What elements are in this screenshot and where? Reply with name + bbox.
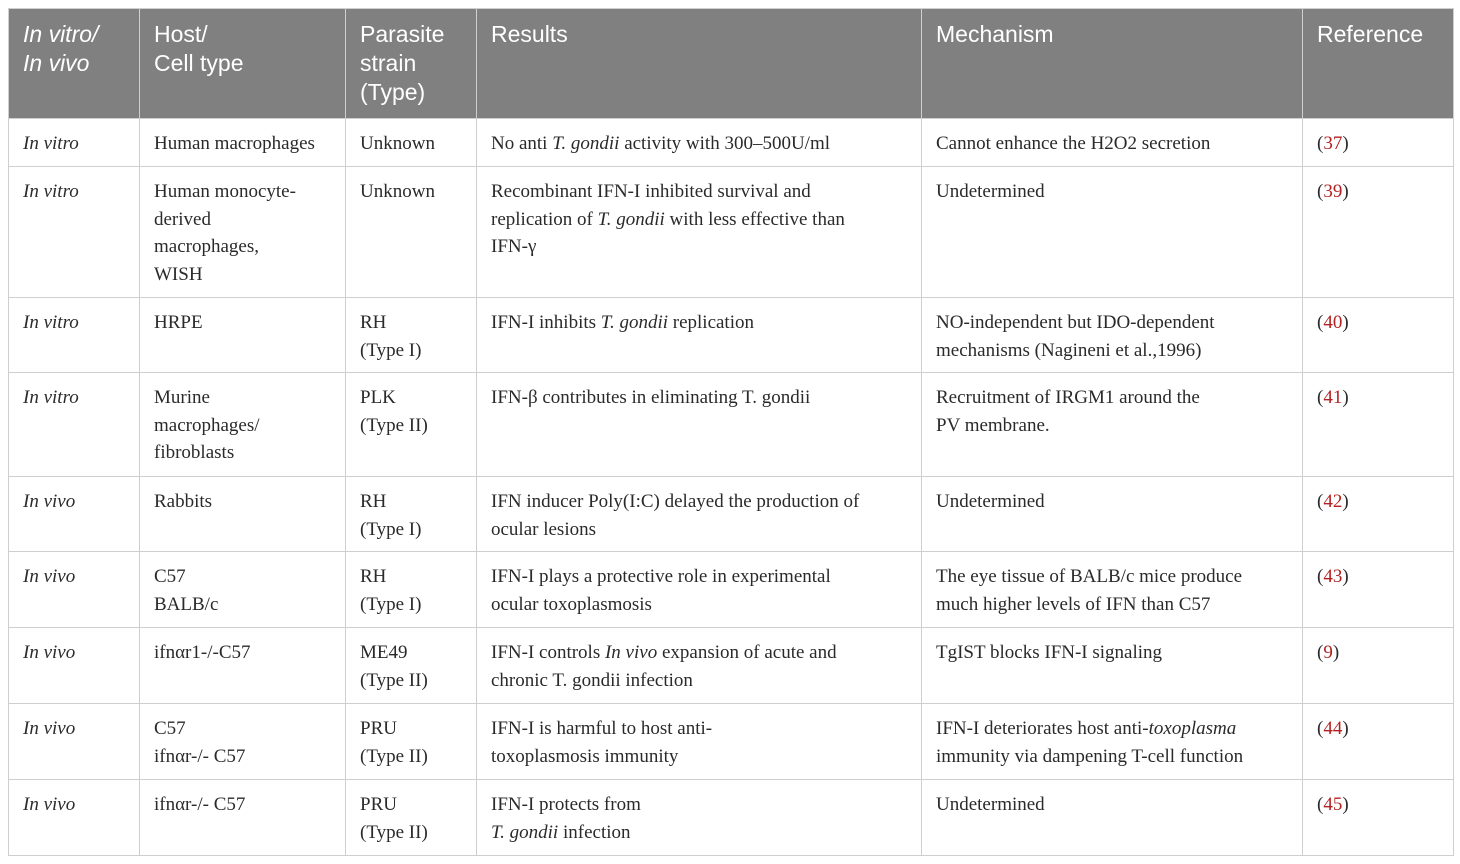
text-run: PRU [360,794,397,815]
text-run: infection [558,821,631,843]
text-run: (Type II) [360,745,428,767]
cell-line [1317,639,1439,667]
data-table [8,8,1454,856]
text-run: ) [1342,491,1349,512]
cell-line [154,178,331,206]
cell-line [491,178,907,206]
text-run: The eye tissue of BALB/c mice produce [936,566,1243,587]
text-run: Cell type [154,50,244,76]
cell-setting [9,119,140,167]
text-run: replication of [491,208,598,230]
text-run: chronic T. gondii infection [491,669,693,691]
cell-host [140,373,346,477]
cell-reference [1303,373,1454,477]
text-run: ) [1342,718,1349,739]
cell-results [477,373,922,477]
table-row [9,552,1454,628]
text-run: activity with 300–500U/ml [619,133,831,154]
cell-results [477,298,922,373]
text-run: ( [1317,133,1324,154]
cell-line [936,743,1288,771]
text-run: ) [1332,642,1340,663]
cell-line [154,233,331,261]
cell-setting [9,552,140,628]
cell-line [360,563,462,591]
text-run: ) [1342,794,1349,815]
cell-results [477,704,922,780]
text-run: Reference [1317,21,1424,47]
column-header-strain [346,9,477,119]
text-run: (Type II) [360,414,428,436]
cell-line [23,130,125,158]
header-line [360,78,462,107]
reference-link-number: 44 [1323,718,1343,739]
text-run: Human monocyte- [154,181,296,202]
cell-line [491,206,907,234]
text-run: ) [1342,566,1349,587]
text-run: Rabbits [154,491,213,512]
text-run: IFN-I controls [491,642,605,663]
table-row [9,477,1454,552]
cell-line [1317,384,1439,412]
cell-line [154,130,331,158]
text-run: Murine [154,387,210,408]
header-row [9,9,1454,119]
cell-line [1317,791,1439,819]
cell-line [936,563,1288,591]
cell-setting [9,373,140,477]
text-run: Parasite [360,21,445,47]
cell-host [140,704,346,780]
text-run: ( [1317,718,1324,739]
text-run: ( [1317,312,1324,333]
cell-results [477,780,922,856]
cell-line [1317,309,1439,337]
cell-strain [346,477,477,552]
cell-host [140,780,346,856]
cell-results [477,119,922,167]
text-run: WISH [154,263,203,285]
cell-strain [346,298,477,373]
cell-strain [346,704,477,780]
cell-host [140,298,346,373]
text-run: RH [360,566,387,587]
cell-host [140,119,346,167]
text-run: Unknown [360,181,435,202]
cell-line [23,309,125,337]
cell-line [154,563,331,591]
cell-host [140,552,346,628]
cell-line [23,384,125,412]
italic-text: In vivo [23,566,76,587]
text-run: IFN-I deteriorates host anti- [936,718,1149,739]
cell-line [491,743,907,771]
column-header-mechanism [922,9,1303,119]
italic-text: In vivo [604,642,658,663]
cell-line [154,591,331,619]
text-run: ( [1317,794,1324,815]
italic-text: In vivo [23,50,90,76]
cell-results [477,477,922,552]
text-run: BALB/c [154,593,219,615]
cell-results [477,628,922,704]
cell-host [140,628,346,704]
table-row [9,704,1454,780]
cell-line [936,412,1288,440]
text-run: IFN-I protects from [491,794,641,815]
cell-reference [1303,628,1454,704]
italic-text: In vivo [23,718,76,739]
cell-line [936,309,1288,337]
text-run: (Type II) [360,821,428,843]
cell-line [154,488,331,516]
text-run: ocular lesions [491,518,597,540]
cell-line [154,639,331,667]
text-run: PV membrane. [936,414,1050,436]
cell-line [23,639,125,667]
header-line [23,49,125,78]
italic-text: T. gondii [600,312,668,333]
text-run: toxoplasmosis immunity [491,745,679,767]
reference-link-number: 39 [1323,181,1343,202]
italic-text: In vitro [23,133,79,154]
text-run: replication [668,312,754,333]
text-run: PLK [360,387,396,408]
text-run: ( [1317,491,1324,512]
italic-text: In vivo [23,642,76,663]
cell-line [23,178,125,206]
cell-line [154,384,331,412]
text-run: Undetermined [936,181,1045,202]
cell-line [491,639,907,667]
text-run: Results [491,21,568,47]
cell-setting [9,298,140,373]
text-run: Undetermined [936,794,1045,815]
cell-line [491,591,907,619]
cell-setting [9,167,140,298]
text-run: ifnαr1-/-C57 [154,642,251,663]
cell-line [491,667,907,695]
column-header-host [140,9,346,119]
text-run: much higher levels of IFN than C57 [936,593,1211,615]
text-run: PRU [360,718,397,739]
cell-line [936,591,1288,619]
header-line [360,49,462,78]
reference-link-number: 41 [1323,387,1343,408]
text-run: Cannot enhance the H2O2 secretion [936,133,1211,154]
cell-line [360,130,462,158]
text-run: ( [1317,387,1324,408]
header-line [23,20,125,49]
text-run: ) [1342,181,1349,202]
cell-line [1317,563,1439,591]
text-run: ) [1342,312,1349,333]
cell-line [23,791,125,819]
text-run: C57 [154,718,186,739]
cell-mechanism [922,167,1303,298]
text-run: (Type II) [360,669,428,691]
table-row [9,119,1454,167]
column-header-reference [1303,9,1454,119]
table-row [9,628,1454,704]
cell-line [936,639,1288,667]
cell-line [154,743,331,771]
cell-line [154,412,331,440]
text-run: No anti [491,133,553,154]
table-row [9,167,1454,298]
text-run: (Type I) [360,339,422,361]
cell-strain [346,167,477,298]
text-run: ( [1317,181,1324,202]
cell-line [360,715,462,743]
italic-text: In vitro/ [23,21,99,47]
cell-mechanism [922,119,1303,167]
text-run: ME49 [360,642,408,663]
cell-mechanism [922,477,1303,552]
cell-line [154,309,331,337]
cell-line [936,715,1288,743]
cell-strain [346,552,477,628]
cell-strain [346,373,477,477]
cell-host [140,477,346,552]
table-row [9,298,1454,373]
cell-line [491,715,907,743]
cell-reference [1303,780,1454,856]
reference-link-number: 43 [1323,566,1343,587]
cell-line [23,715,125,743]
text-run: IFN inducer Poly(I:C) delayed the production of [491,491,860,512]
text-run: C57 [154,566,186,587]
cell-reference [1303,704,1454,780]
text-run: IFN-γ [491,236,537,257]
cell-line [360,178,462,206]
text-run: TgIST blocks IFN-I signaling [936,642,1163,663]
cell-results [477,552,922,628]
cell-line [1317,130,1439,158]
cell-line [491,130,907,158]
italic-text: In vivo [23,794,76,815]
text-run: ( [1317,566,1324,587]
cell-line [154,715,331,743]
cell-line [360,516,462,544]
cell-line [360,743,462,771]
reference-link-number: 9 [1323,642,1333,663]
column-header-results [477,9,922,119]
cell-line [491,384,907,412]
text-run: Recombinant IFN-I inhibited survival and [491,181,811,202]
cell-line [154,791,331,819]
cell-line [936,337,1288,365]
cell-line [23,563,125,591]
cell-line [936,791,1288,819]
reference-link-number: 42 [1323,491,1343,512]
text-run: NO-independent but IDO-dependent [936,312,1215,333]
reference-link-number: 40 [1323,312,1343,333]
cell-line [491,563,907,591]
cell-line [154,261,331,289]
cell-line [154,206,331,234]
cell-mechanism [922,298,1303,373]
cell-line [360,384,462,412]
text-run: Mechanism [936,21,1054,47]
text-run: Unknown [360,133,435,154]
text-run: strain [360,50,417,76]
cell-line [491,516,907,544]
cell-strain [346,628,477,704]
cell-line [154,439,331,467]
cell-line [360,639,462,667]
text-run: (Type) [360,79,426,105]
cell-mechanism [922,704,1303,780]
text-run: macrophages, [154,236,259,257]
text-run: ocular toxoplasmosis [491,593,652,615]
text-run: (Type I) [360,593,422,615]
text-run: IFN-I is harmful to host anti- [491,718,713,739]
header-line [1317,20,1439,49]
italic-text: In vitro [23,312,79,333]
text-run: ifnαr-/- C57 [154,745,246,767]
cell-host [140,167,346,298]
table-row [9,373,1454,477]
cell-line [360,819,462,847]
cell-line [360,791,462,819]
cell-setting [9,704,140,780]
header-line [360,20,462,49]
cell-setting [9,477,140,552]
text-run: derived [154,208,211,230]
reference-link-number: 45 [1323,794,1343,815]
text-run: immunity via dampening T-cell function [936,745,1244,767]
cell-line [1317,715,1439,743]
text-run: (Type I) [360,518,422,540]
cell-mechanism [922,780,1303,856]
table-body [9,119,1454,856]
column-header-setting [9,9,140,119]
cell-line [491,791,907,819]
cell-line [936,178,1288,206]
text-run: Human macrophages [154,133,315,154]
cell-line [936,384,1288,412]
italic-text: T. gondii [491,821,559,843]
italic-text: In vitro [23,181,79,202]
italic-text: In vitro [23,387,79,408]
cell-line [491,819,907,847]
text-run: expansion of acute and [657,642,837,663]
cell-line [360,412,462,440]
cell-setting [9,628,140,704]
cell-line [360,309,462,337]
cell-strain [346,780,477,856]
table-row [9,780,1454,856]
cell-line [936,488,1288,516]
cell-reference [1303,552,1454,628]
cell-line [1317,178,1439,206]
text-run: RH [360,312,387,333]
cell-line [936,130,1288,158]
text-run: IFN-β contributes in eliminating T. gondii [491,387,811,408]
cell-line [491,309,907,337]
cell-mechanism [922,552,1303,628]
cell-reference [1303,477,1454,552]
text-run: macrophages/ [154,414,260,436]
text-run: Recruitment of IRGM1 around the [936,387,1200,408]
text-run: Undetermined [936,491,1045,512]
text-run: ) [1342,133,1349,154]
cell-mechanism [922,373,1303,477]
table-header [9,9,1454,119]
text-run: RH [360,491,387,512]
cell-line [360,667,462,695]
cell-line [23,488,125,516]
text-run: IFN-I inhibits [491,312,601,333]
cell-line [360,488,462,516]
header-line [491,20,907,49]
cell-line [491,233,907,261]
text-run: ifnαr-/- C57 [154,794,246,815]
cell-reference [1303,119,1454,167]
cell-reference [1303,298,1454,373]
italic-text: In vivo [23,491,76,512]
cell-results [477,167,922,298]
text-run: ) [1342,387,1349,408]
text-run: IFN-I plays a protective role in experimental [491,566,831,587]
italic-text: T. gondii [552,133,620,154]
cell-line [1317,488,1439,516]
cell-strain [346,119,477,167]
cell-setting [9,780,140,856]
text-run: fibroblasts [154,442,235,463]
cell-line [360,591,462,619]
text-run: mechanisms (Nagineni et al.,1996) [936,339,1202,361]
cell-line [491,488,907,516]
italic-text: toxoplasma [1148,718,1237,739]
text-run: with less effective than [664,208,845,230]
italic-text: T. gondii [597,208,665,230]
header-line [936,20,1288,49]
header-line [154,49,331,78]
header-line [154,20,331,49]
text-run: Host/ [154,21,208,47]
reference-link-number: 37 [1323,133,1343,154]
cell-mechanism [922,628,1303,704]
cell-line [360,337,462,365]
cell-reference [1303,167,1454,298]
text-run: ( [1317,642,1324,663]
text-run: HRPE [154,312,203,333]
